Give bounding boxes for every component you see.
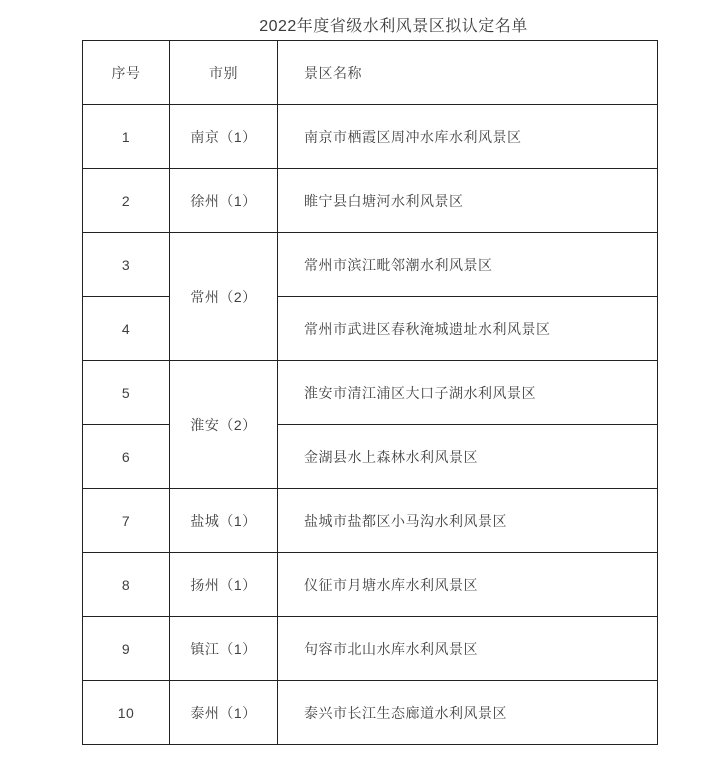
row-no: 5 xyxy=(83,361,170,425)
row-no: 9 xyxy=(83,617,170,681)
row-city-merged: 淮安（2） xyxy=(170,361,278,489)
table-row xyxy=(83,489,658,553)
table-row xyxy=(83,361,658,425)
row-scenic-name: 南京市栖霞区周冲水库水利风景区 xyxy=(278,105,658,169)
row-scenic-name: 盐城市盐都区小马沟水利风景区 xyxy=(278,489,658,553)
row-city-merged: 常州（2） xyxy=(170,233,278,361)
row-scenic-name: 仪征市月塘水库水利风景区 xyxy=(278,553,658,617)
row-city: 泰州（1） xyxy=(170,681,278,745)
row-no: 8 xyxy=(83,553,170,617)
row-no: 7 xyxy=(83,489,170,553)
column-header-city: 市别 xyxy=(170,41,278,105)
table-row xyxy=(83,233,658,297)
row-no: 2 xyxy=(83,169,170,233)
column-header-no: 序号 xyxy=(83,41,170,105)
table-row xyxy=(83,553,658,617)
row-city: 徐州（1） xyxy=(170,169,278,233)
table-row xyxy=(83,105,658,169)
row-city: 盐城（1） xyxy=(170,489,278,553)
row-no: 6 xyxy=(83,425,170,489)
column-header-name: 景区名称 xyxy=(278,41,658,105)
row-scenic-name: 常州市滨江毗邻潮水利风景区 xyxy=(278,233,658,297)
table-row xyxy=(83,425,658,489)
row-scenic-name: 睢宁县白塘河水利风景区 xyxy=(278,169,658,233)
table-row xyxy=(83,617,658,681)
table-header-row xyxy=(83,41,658,105)
row-no: 1 xyxy=(83,105,170,169)
row-scenic-name: 金湖县水上森林水利风景区 xyxy=(278,425,658,489)
row-scenic-name: 泰兴市长江生态廊道水利风景区 xyxy=(278,681,658,745)
table-row xyxy=(83,681,658,745)
row-scenic-name: 淮安市清江浦区大口子湖水利风景区 xyxy=(278,361,658,425)
row-city: 扬州（1） xyxy=(170,553,278,617)
row-city: 镇江（1） xyxy=(170,617,278,681)
table-row xyxy=(83,297,658,361)
page-title: 2022年度省级水利风景区拟认定名单 xyxy=(259,18,528,35)
row-city: 南京（1） xyxy=(170,105,278,169)
row-no: 10 xyxy=(83,681,170,745)
row-no: 3 xyxy=(83,233,170,297)
row-scenic-name: 常州市武进区春秋淹城遗址水利风景区 xyxy=(278,297,658,361)
row-no: 4 xyxy=(83,297,170,361)
table-row xyxy=(83,169,658,233)
row-scenic-name: 句容市北山水库水利风景区 xyxy=(278,617,658,681)
scenic-area-table xyxy=(82,40,658,745)
